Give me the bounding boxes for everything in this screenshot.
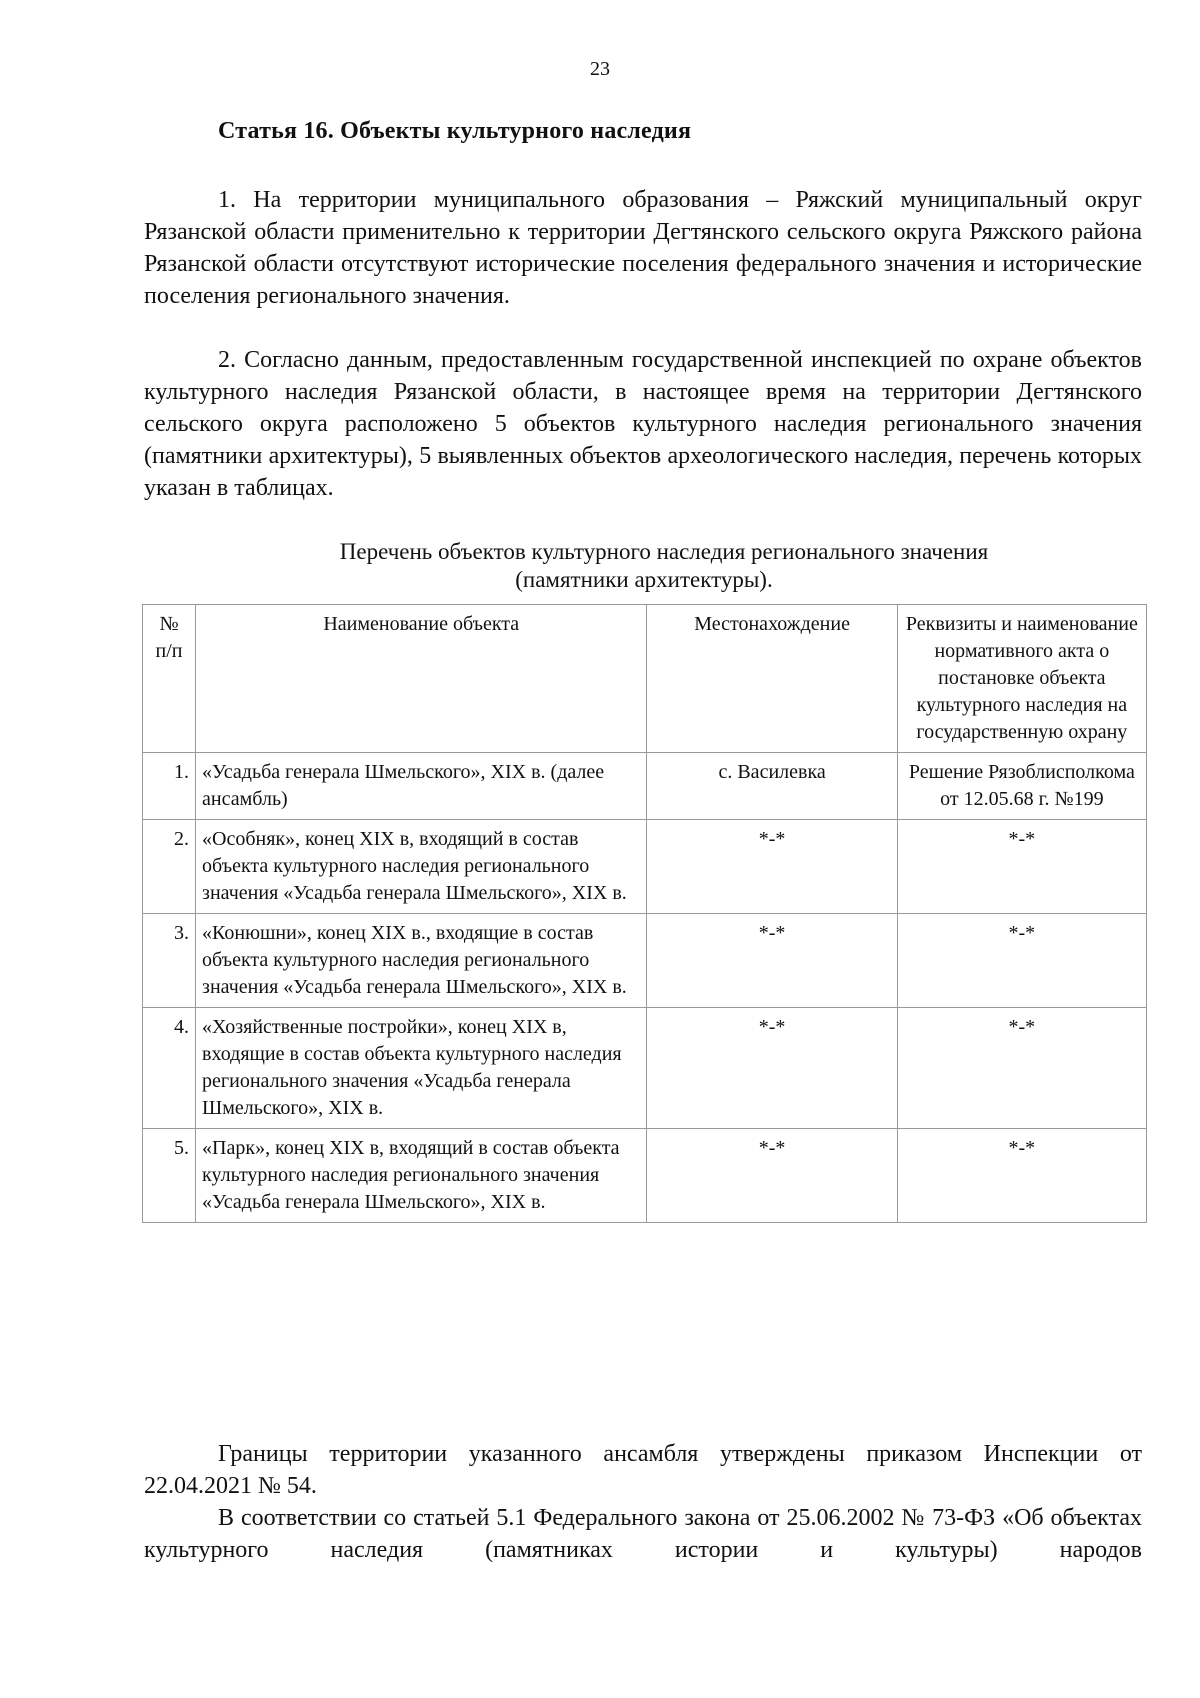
header-requisites: Реквизиты и наименование нормативного акта о постановке объекта культурного наследия на государственную охрану xyxy=(897,605,1146,753)
table-row xyxy=(143,1129,1147,1223)
row-name: «Усадьба генерала Шмельского», XIX в. (далее ансамбль) xyxy=(196,753,647,820)
header-name: Наименование объекта xyxy=(196,605,647,753)
row-number: 4. xyxy=(143,1008,196,1129)
row-number: 5. xyxy=(143,1129,196,1223)
row-number: 2. xyxy=(143,820,196,914)
row-location: *-* xyxy=(647,1129,897,1223)
table-row xyxy=(143,1008,1147,1129)
page-number: 23 xyxy=(590,58,610,80)
table-row xyxy=(143,914,1147,1008)
table-caption-line-1: Перечень объектов культурного наследия регионального значения xyxy=(339,539,989,564)
table-caption xyxy=(144,538,1144,594)
row-requisites: Решение Рязоблисполкома от 12.05.68 г. №199 xyxy=(897,753,1146,820)
row-name: «Парк», конец XIX в, входящий в состав объекта культурного наследия регионального значения «Усадьба генерала Шмельского», XIX в. xyxy=(196,1129,647,1223)
row-location: *-* xyxy=(647,1008,897,1129)
table-header-row xyxy=(143,605,1147,753)
paragraph-1: 1. На территории муниципального образования – Ряжский муниципальный округ Рязанской области применительно к территории Дегтянского сельского округа Ряжского района Рязанской области отсутствуют исторические поселения федерального значения и исторические поселения регионального значения. xyxy=(144,187,1142,309)
table-row xyxy=(143,820,1147,914)
table-caption-line-2: (памятники архитектуры). xyxy=(515,567,773,592)
row-number: 3. xyxy=(143,914,196,1008)
header-location: Местонахождение xyxy=(647,605,897,753)
paragraph-3: Границы территории указанного ансамбля утверждены приказом Инспекции от 22.04.2021 № 54. xyxy=(144,1441,1142,1499)
row-number: 1. xyxy=(143,753,196,820)
row-name: «Конюшни», конец XIX в., входящие в состав объекта культурного наследия регионального значения «Усадьба генерала Шмельского», XIX в. xyxy=(196,914,647,1008)
header-no: № п/п xyxy=(143,605,196,753)
paragraph-4: В соответствии со статьей 5.1 Федерального закона от 25.06.2002 № 73-ФЗ «Об объектах культурного наследия (памятниках истории и культуры) народов xyxy=(144,1505,1142,1563)
heritage-table xyxy=(142,604,1147,1223)
row-name: «Хозяйственные постройки», конец XIX в, входящие в состав объекта культурного наследия регионального значения «Усадьба генерала Шмельского», XIX в. xyxy=(196,1008,647,1129)
row-location: с. Василевка xyxy=(647,753,897,820)
row-requisites: *-* xyxy=(897,1008,1146,1129)
row-location: *-* xyxy=(647,820,897,914)
row-name: «Особняк», конец XIX в, входящий в состав объекта культурного наследия регионального значения «Усадьба генерала Шмельского», XIX в. xyxy=(196,820,647,914)
row-requisites: *-* xyxy=(897,914,1146,1008)
row-requisites: *-* xyxy=(897,1129,1146,1223)
row-location: *-* xyxy=(647,914,897,1008)
table-row xyxy=(143,753,1147,820)
paragraph-2: 2. Согласно данным, предоставленным государственной инспекцией по охране объектов культурного наследия Рязанской области, в настоящее время на территории Дегтянского сельского округа расположено 5 объектов культурного наследия регионального значения (памятники архитектуры), 5 выявленных объектов археологического наследия, перечень которых указан в таблицах. xyxy=(144,347,1142,501)
row-requisites: *-* xyxy=(897,820,1146,914)
article-heading: Статья 16. Объекты культурного наследия xyxy=(218,118,692,144)
